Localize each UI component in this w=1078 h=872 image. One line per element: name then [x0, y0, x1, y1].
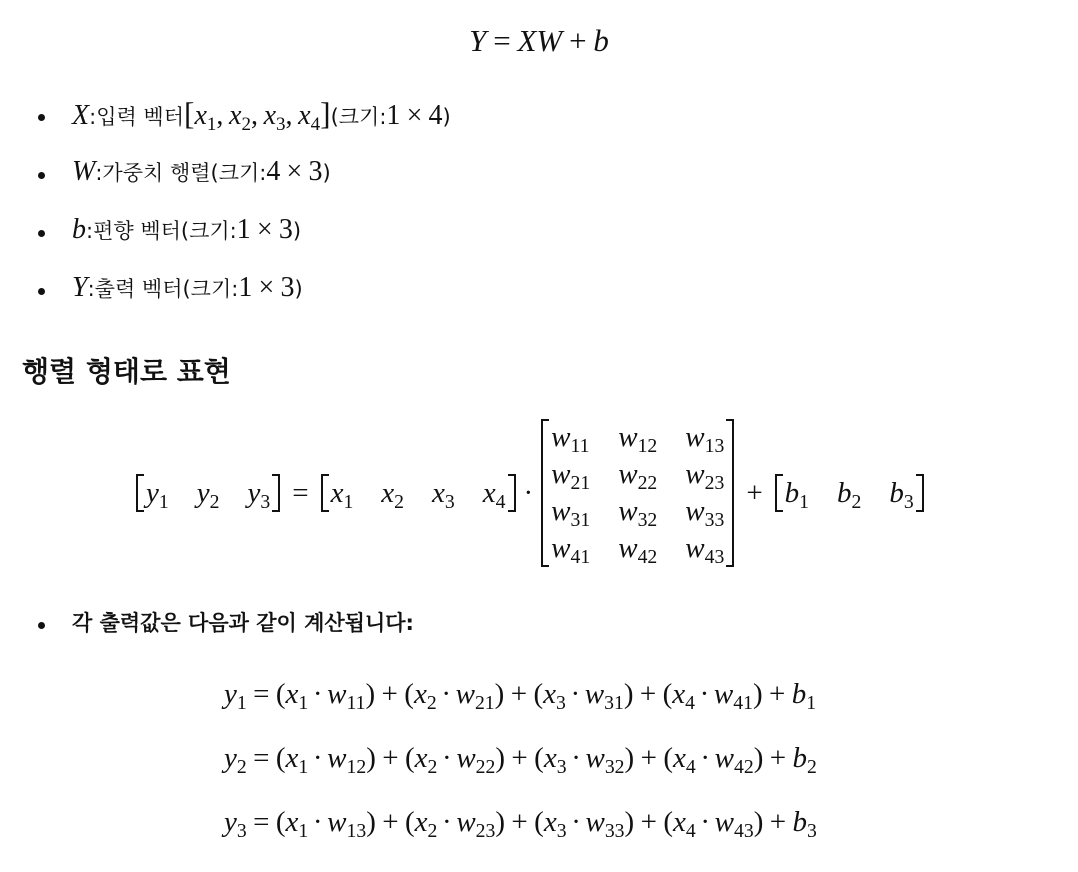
out-y-sub: 1 [236, 692, 247, 715]
output-equation-y3 [224, 806, 817, 843]
mtx-w33-sub: 33 [704, 509, 725, 532]
mtx-x1-sub: 1 [343, 490, 354, 513]
def-colon: : [95, 161, 103, 185]
def-size-b: 3 [308, 156, 323, 187]
mtx-w12-sub: 12 [637, 435, 658, 458]
mtx-w11: w [551, 421, 571, 453]
out-dot: · [699, 678, 710, 710]
out-y: y [224, 742, 237, 774]
weight-row [549, 456, 726, 493]
out-x-sub: 1 [298, 756, 309, 779]
mtx-y2: y [196, 476, 210, 509]
out-w: w [714, 806, 734, 838]
mtx-x2: x [381, 476, 395, 509]
output-equation-math [224, 742, 817, 779]
def-size-label: (크기: [182, 277, 239, 301]
out-equals: = [253, 806, 270, 838]
def-close: ) [294, 277, 303, 301]
def-size-label: (크기: [210, 161, 267, 185]
out-lparen: ( [405, 806, 415, 838]
def-colon: : [86, 219, 94, 243]
out-dot: · [442, 806, 452, 838]
out-w-sub: 32 [604, 756, 625, 779]
out-w-sub: 23 [475, 820, 496, 843]
out-plus: + [639, 678, 657, 710]
out-w-sub: 21 [474, 692, 495, 715]
out-w-sub: 33 [604, 820, 625, 843]
def-colon: : [87, 277, 95, 301]
mtx-x3: x [432, 476, 445, 509]
out-plus: + [381, 678, 398, 710]
mtx-y2-sub: 2 [209, 490, 220, 513]
out-lparen: ( [534, 806, 544, 838]
out-lparen: ( [662, 678, 673, 710]
input-vector [184, 96, 331, 136]
def-desc: 출력 벡터 [94, 277, 183, 301]
mtx-w43: w [685, 532, 705, 564]
out-w: w [327, 806, 347, 838]
out-plus: + [511, 806, 528, 838]
out-b: b [791, 678, 807, 710]
mtx-w11-sub: 11 [570, 435, 590, 458]
mtx-w21: w [551, 458, 571, 490]
out-rparen: ) [495, 806, 506, 838]
def-desc: 가중치 행렬 [102, 161, 211, 185]
out-x-sub: 2 [427, 756, 438, 779]
out-plus: + [640, 806, 657, 838]
mtx-x4: x [482, 476, 496, 509]
def-colon: : [89, 105, 97, 129]
mtx-w22-sub: 22 [637, 472, 658, 495]
out-x-sub: 2 [426, 692, 437, 715]
out-x-sub: 2 [427, 820, 438, 843]
bullet-dot [38, 288, 45, 295]
mtx-w12: w [618, 421, 638, 453]
out-x: x [543, 678, 556, 710]
out-x: x [543, 742, 557, 774]
out-rparen: ) [752, 678, 763, 710]
main-equation [0, 25, 1078, 56]
eq-w: W [536, 23, 563, 58]
out-lparen: ( [275, 678, 286, 710]
y-row-vector [136, 474, 280, 512]
vec-x4: x [298, 100, 311, 131]
bullet-dot [38, 230, 45, 237]
x-row-vector [321, 474, 516, 512]
out-rparen: ) [494, 678, 505, 710]
out-x: x [543, 806, 557, 838]
out-rparen: ) [753, 742, 764, 774]
out-rparen: ) [365, 678, 376, 710]
out-dot: · [312, 678, 323, 710]
eq-y: Y [469, 23, 487, 58]
weight-row [549, 419, 726, 456]
b-row-vector [775, 474, 924, 512]
out-w: w [585, 742, 605, 774]
mtx-plus: + [746, 476, 763, 509]
out-lparen: ( [405, 742, 415, 774]
def-desc: 입력 벡터 [96, 105, 185, 129]
mtx-w13-sub: 13 [704, 435, 725, 458]
out-lparen: ( [275, 806, 286, 838]
output-equation-y1 [224, 678, 817, 715]
out-lparen: ( [404, 678, 414, 710]
mtx-x3-sub: 3 [444, 490, 455, 513]
vec-x3-sub: 3 [276, 114, 286, 136]
out-b: b [792, 742, 807, 774]
out-w: w [456, 806, 476, 838]
definition-item-w [72, 157, 331, 187]
def-desc: 편향 벡터 [93, 219, 181, 243]
mtx-w41-sub: 41 [570, 546, 591, 569]
out-plus: + [769, 806, 787, 838]
def-size-a: 4 [266, 156, 281, 187]
out-w: w [713, 678, 734, 710]
out-x-sub: 4 [685, 692, 695, 715]
mtx-x1: x [330, 476, 344, 509]
out-x: x [672, 678, 686, 710]
out-w-sub: 11 [346, 692, 366, 715]
vec-x1-sub: 1 [206, 114, 217, 136]
mtx-b1: b [784, 476, 800, 509]
weight-row [549, 493, 726, 530]
eq-plus: + [569, 23, 587, 58]
out-rparen: ) [624, 806, 635, 838]
out-plus: + [511, 742, 528, 774]
mtx-w23-sub: 23 [704, 472, 725, 495]
out-dot: · [570, 678, 581, 710]
bullet-dot [38, 172, 45, 179]
out-rparen: ) [624, 742, 635, 774]
mtx-y3: y [247, 476, 261, 509]
mtx-b2-sub: 2 [851, 490, 862, 513]
mtx-w31: w [551, 495, 571, 527]
vec-x3: x [263, 100, 277, 131]
out-w-sub: 42 [733, 756, 754, 779]
out-lparen: ( [663, 742, 673, 774]
def-symbol: b [72, 214, 86, 245]
mtx-w32-sub: 32 [637, 509, 658, 532]
eq-x: X [517, 23, 537, 58]
def-times: × [258, 272, 275, 303]
out-x: x [672, 742, 686, 774]
out-y-sub: 2 [236, 756, 247, 779]
bullet-dot [38, 622, 45, 629]
def-times: × [256, 214, 273, 245]
out-dot: · [441, 678, 451, 710]
bracket-close: ] [320, 96, 331, 131]
section-heading: 행렬 형태로 표현 [22, 355, 231, 388]
out-dot: · [571, 806, 581, 838]
out-w-sub: 41 [733, 692, 753, 715]
mtx-w43-sub: 43 [704, 546, 725, 569]
out-w-sub: 31 [604, 692, 624, 715]
mtx-dot: · [523, 476, 534, 509]
out-plus: + [640, 742, 657, 774]
out-x: x [413, 678, 427, 710]
out-dot: · [312, 742, 323, 774]
out-x-sub: 4 [685, 820, 696, 843]
out-plus: + [382, 806, 399, 838]
out-w-sub: 13 [346, 820, 367, 843]
out-lparen: ( [534, 742, 544, 774]
out-dot: · [312, 806, 323, 838]
vec-x2-sub: 2 [241, 114, 251, 136]
def-size-b: 3 [278, 214, 293, 245]
mtx-b3: b [889, 476, 904, 509]
out-w: w [584, 678, 605, 710]
vec-comma: , [285, 100, 293, 131]
mtx-x4-sub: 4 [495, 490, 506, 513]
out-w-sub: 22 [475, 756, 496, 779]
out-x: x [285, 806, 299, 838]
def-symbol: Y [72, 272, 88, 303]
mtx-y1-sub: 1 [158, 490, 169, 513]
def-size-a: 1 [238, 272, 253, 303]
mtx-b2: b [837, 476, 852, 509]
def-times: × [406, 100, 423, 131]
definition-item-y [72, 273, 303, 303]
out-x-sub: 4 [685, 756, 696, 779]
out-x-sub: 3 [555, 692, 566, 715]
out-lparen: ( [533, 678, 544, 710]
definition-item-b [72, 215, 301, 245]
out-plus: + [382, 742, 399, 774]
out-plus: + [769, 678, 786, 710]
out-x-sub: 3 [556, 756, 567, 779]
def-symbol: W [72, 156, 96, 187]
out-w: w [585, 806, 605, 838]
def-size-b: 3 [280, 272, 295, 303]
out-rparen: ) [753, 806, 764, 838]
out-equals: = [253, 678, 270, 710]
mtx-w42-sub: 42 [637, 546, 658, 569]
eq-equals: = [493, 23, 511, 58]
weight-row [549, 530, 726, 567]
def-size-label: (크기: [180, 219, 237, 243]
out-w: w [714, 742, 734, 774]
out-b-sub: 1 [806, 692, 817, 715]
def-symbol: X [72, 100, 90, 131]
out-x-sub: 3 [556, 820, 567, 843]
bracket-open: [ [184, 96, 195, 131]
out-x: x [414, 742, 428, 774]
mtx-y3-sub: 3 [260, 490, 271, 513]
mtx-w33: w [685, 495, 705, 527]
out-dot: · [571, 742, 581, 774]
mtx-w13: w [685, 421, 705, 453]
matrix-equation [136, 418, 924, 568]
out-w: w [327, 678, 347, 710]
weight-matrix [541, 419, 734, 567]
def-size-a: 1 [236, 214, 251, 245]
out-b-sub: 2 [806, 756, 817, 779]
out-lparen: ( [663, 806, 673, 838]
out-rparen: ) [366, 806, 376, 838]
output-equation-math [224, 678, 817, 715]
eq-b: b [593, 23, 609, 58]
vec-x1: x [194, 100, 207, 131]
out-y-sub: 3 [236, 820, 247, 843]
out-x: x [414, 806, 428, 838]
definition-item-x [72, 96, 451, 136]
def-size-a: 1 [386, 100, 401, 131]
out-x: x [285, 742, 299, 774]
out-dot: · [442, 742, 452, 774]
mtx-equals: = [292, 476, 309, 509]
mtx-w41: w [551, 532, 571, 564]
bullet-dot [38, 114, 45, 121]
out-w-sub: 12 [346, 756, 367, 779]
out-x-sub: 1 [298, 820, 309, 843]
out-lparen: ( [275, 742, 286, 774]
out-w: w [456, 742, 476, 774]
def-close: ) [442, 105, 451, 129]
mtx-w42: w [618, 532, 638, 564]
output-equation-math [224, 806, 817, 843]
vec-comma: , [216, 100, 224, 131]
out-rparen: ) [366, 742, 376, 774]
def-times: × [286, 156, 303, 187]
out-rparen: ) [495, 742, 506, 774]
def-size-label: (크기: [330, 105, 387, 129]
out-x: x [285, 678, 299, 710]
def-size-b: 4 [428, 100, 443, 131]
vec-comma: , [250, 100, 258, 131]
out-dot: · [700, 806, 711, 838]
mtx-w21-sub: 21 [570, 472, 591, 495]
out-dot: · [700, 742, 711, 774]
out-w: w [455, 678, 475, 710]
out-x-sub: 1 [298, 692, 309, 715]
calc-note: 각 출력값은 다음과 같이 계산됩니다: [72, 611, 414, 635]
mtx-w23: w [685, 458, 705, 490]
out-equals: = [253, 742, 270, 774]
vec-x2: x [229, 100, 242, 131]
mtx-b3-sub: 3 [903, 490, 914, 513]
mtx-b1-sub: 1 [799, 490, 810, 513]
mtx-w22: w [618, 458, 638, 490]
vec-x4-sub: 4 [310, 114, 321, 136]
out-y: y [224, 806, 237, 838]
out-y: y [224, 678, 237, 710]
out-x: x [672, 806, 686, 838]
mtx-w32: w [618, 495, 638, 527]
out-w-sub: 43 [733, 820, 754, 843]
def-close: ) [292, 219, 302, 243]
def-close: ) [322, 161, 331, 185]
mtx-x2-sub: 2 [394, 490, 405, 513]
mtx-w31-sub: 31 [570, 509, 591, 532]
out-w: w [327, 742, 347, 774]
out-b: b [792, 806, 807, 838]
out-plus: + [769, 742, 787, 774]
mtx-y1: y [146, 476, 159, 509]
out-plus: + [510, 678, 528, 710]
out-b-sub: 3 [806, 820, 817, 843]
output-equation-y2 [224, 742, 817, 779]
out-rparen: ) [623, 678, 634, 710]
